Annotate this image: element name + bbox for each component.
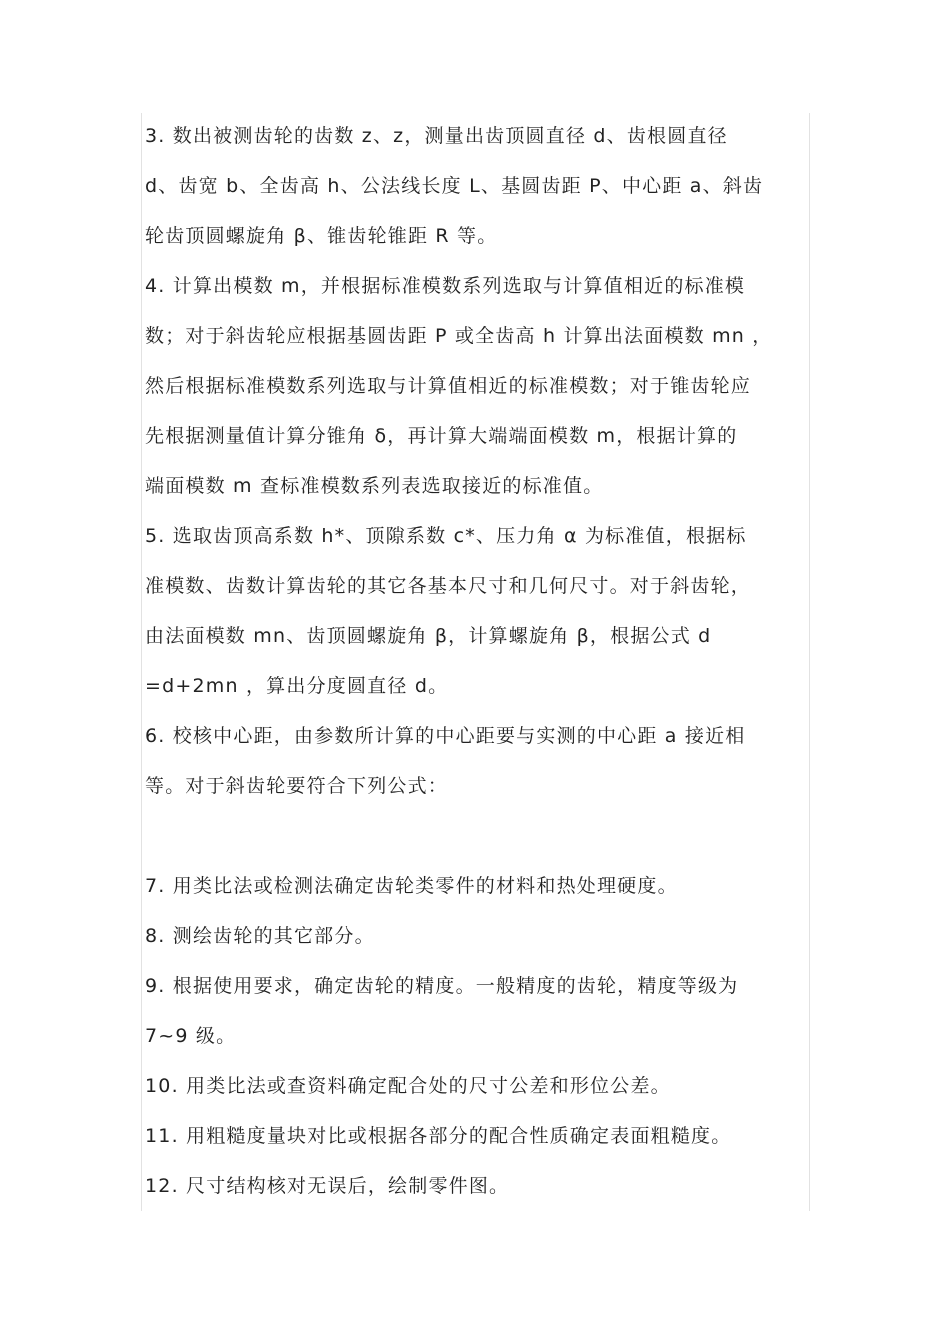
- formula-placeholder: [145, 811, 805, 861]
- text-line: 然后根据标准模数系列选取与计算值相近的标准模数；对于锥齿轮应: [145, 375, 752, 397]
- text-line: 12. 尺寸结构核对无误后，绘制零件图。: [145, 1175, 510, 1197]
- text-line: 3. 数出被测齿轮的齿数 z、z，测量出齿顶圆直径 d、齿根圆直径: [145, 125, 728, 147]
- text-line: 轮齿顶圆螺旋角 β、锥齿轮锥距 R 等。: [145, 225, 498, 247]
- text-line: 先根据测量值计算分锥角 δ，再计算大端端面模数 m，根据计算的: [145, 425, 738, 447]
- text-line: 等。对于斜齿轮要符合下列公式：: [145, 775, 449, 797]
- document-body: [145, 111, 805, 1211]
- text-line: 10. 用类比法或查资料确定配合处的尺寸公差和形位公差。: [145, 1075, 671, 1097]
- text-line: 端面模数 m 查标准模数系列表选取接近的标准值。: [145, 475, 604, 497]
- text-line: 11. 用粗糙度量块对比或根据各部分的配合性质确定表面粗糙度。: [145, 1125, 732, 1147]
- text-line: 5. 选取齿顶高系数 h*、顶隙系数 c*、压力角 α 为标准值，根据标: [145, 525, 747, 547]
- text-line: 8. 测绘齿轮的其它部分。: [145, 925, 375, 947]
- text-line: 7~9 级。: [145, 1025, 237, 1047]
- text-line: d、齿宽 b、全齿高 h、公法线长度 L、基圆齿距 P、中心距 a、斜齿: [145, 175, 764, 197]
- text-line: 4. 计算出模数 m，并根据标准模数系列选取与计算值相近的标准模: [145, 275, 746, 297]
- text-line: 7. 用类比法或检测法确定齿轮类零件的材料和热处理硬度。: [145, 875, 678, 897]
- text-line: 由法面模数 mn、齿顶圆螺旋角 β，计算螺旋角 β，根据公式 d: [145, 625, 712, 647]
- text-line: 6. 校核中心距，由参数所计算的中心距要与实测的中心距 a 接近相: [145, 725, 746, 747]
- text-line: 数；对于斜齿轮应根据基圆齿距 P 或全齿高 h 计算出法面模数 mn ，: [145, 325, 773, 347]
- text-line: =d+2mn ，算出分度圆直径 d。: [145, 675, 449, 697]
- text-line: 9. 根据使用要求，确定齿轮的精度。一般精度的齿轮，精度等级为: [145, 975, 739, 997]
- text-line: 准模数、齿数计算齿轮的其它各基本尺寸和几何尺寸。对于斜齿轮，: [145, 575, 752, 597]
